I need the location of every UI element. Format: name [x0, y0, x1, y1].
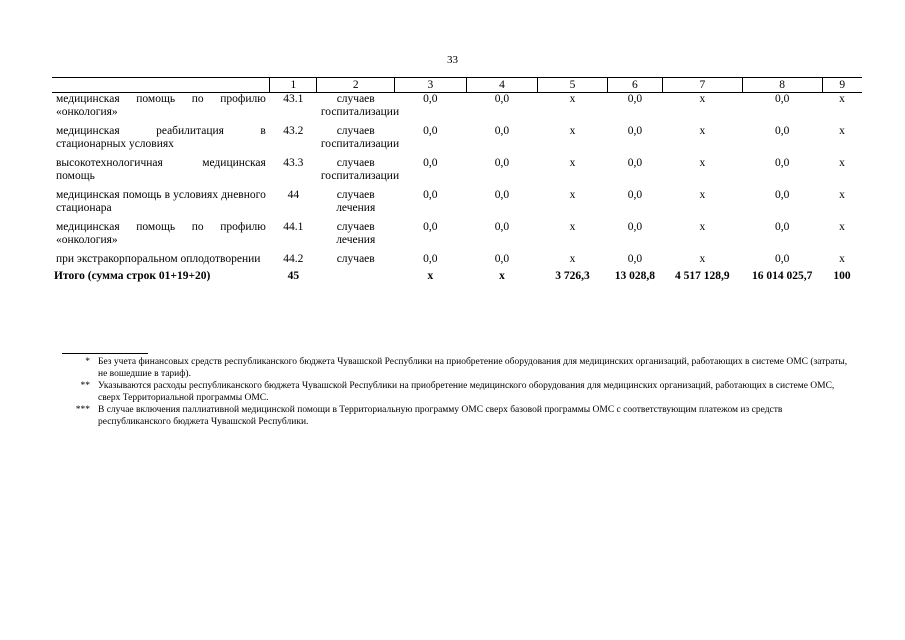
total-col4: х	[499, 270, 505, 282]
total-code: 45	[287, 270, 300, 282]
footnote	[52, 404, 852, 428]
row-unit: случаев лечения	[336, 221, 376, 246]
row-unit: случаев	[336, 253, 375, 265]
header-cell: 3	[395, 78, 467, 93]
total-label: Итого (сумма строк 01+19+20)	[54, 270, 211, 282]
cell-col7: х	[699, 125, 706, 137]
total-row	[52, 266, 862, 283]
cell-col4: 0,0	[494, 93, 510, 105]
cell-col7: х	[699, 189, 706, 201]
total-col3: х	[427, 270, 434, 282]
cell-col9: х	[839, 221, 845, 233]
page-number: 33	[447, 54, 458, 66]
header-cell: 9	[822, 78, 862, 93]
cell-col8: 0,0	[774, 253, 790, 265]
cell-col8: 0,0	[774, 189, 790, 201]
header-cell: 7	[662, 78, 742, 93]
cell-col9: х	[839, 253, 845, 265]
footnote-mark: ***	[75, 405, 90, 415]
cell-col7: х	[699, 93, 706, 105]
table-row	[52, 247, 862, 266]
row-code: 44	[287, 189, 300, 201]
cell-col6: 0,0	[627, 221, 643, 233]
table-row	[52, 119, 862, 151]
cell-col6: 0,0	[627, 157, 643, 169]
footnote-divider	[62, 353, 148, 354]
cell-col7: х	[699, 221, 706, 233]
cell-col3: 0,0	[423, 125, 438, 137]
header-cell: 6	[607, 78, 662, 93]
header-cell: 5	[538, 78, 608, 93]
cell-col3: 0,0	[423, 93, 438, 105]
cell-col5: х	[569, 93, 576, 105]
cell-col3: 0,0	[423, 157, 438, 169]
cell-col7: х	[699, 253, 706, 265]
total-col6: 13 028,8	[614, 270, 655, 282]
table-row	[52, 151, 862, 183]
row-code: 44.1	[283, 221, 304, 233]
row-code: 43.2	[283, 125, 304, 137]
header-row	[52, 78, 862, 93]
data-table	[52, 77, 862, 283]
footnote-text: Указываются расходы республиканского бюджета Чувашской Республики на приобретение медицинского оборудования для медицинских организаций, работающих в системе ОМС, сверх Территориальной программы ОМС.	[98, 381, 835, 403]
footnotes	[52, 356, 852, 428]
footnote-text: Без учета финансовых средств республиканского бюджета Чувашской Республики на приобретение оборудования для медицинских организаций, работающих в системе ОМС (затраты, не вошедшие в тариф).	[98, 357, 848, 379]
cell-col9: х	[839, 189, 845, 201]
row-label: медицинская помощь в условиях дневного стационара	[56, 189, 266, 214]
row-label: медицинская реабилитация в стационарных условиях	[56, 125, 266, 150]
row-unit: случаев лечения	[336, 189, 376, 214]
footnote-text: В случае включения паллиативной медицинской помощи в Территориальную программу ОМС сверх базовой программы ОМС с соответствующим платежом из средств республиканского бюджета Чувашской Республики.	[98, 405, 783, 427]
cell-col5: х	[569, 125, 576, 137]
header-cell: 8	[742, 78, 822, 93]
row-unit: случаев госпитализации	[320, 93, 400, 118]
cell-col6: 0,0	[627, 93, 643, 105]
row-unit: случаев госпитализации	[320, 157, 400, 182]
table-row	[52, 215, 862, 247]
cell-col3: 0,0	[423, 253, 438, 265]
cell-col4: 0,0	[494, 253, 510, 265]
header-cell: 1	[270, 78, 317, 93]
cell-col5: х	[569, 189, 576, 201]
footnote	[52, 356, 852, 380]
cell-col8: 0,0	[774, 93, 790, 105]
cell-col9: х	[839, 157, 845, 169]
cell-col5: х	[569, 157, 576, 169]
total-col7: 4 517 128,9	[675, 270, 730, 282]
cell-col4: 0,0	[494, 157, 510, 169]
total-unit	[317, 266, 395, 283]
cell-col3: 0,0	[423, 221, 438, 233]
table-row	[52, 183, 862, 215]
header-cell: 4	[466, 78, 538, 93]
cell-col9: х	[839, 93, 845, 105]
cell-col6: 0,0	[627, 189, 643, 201]
table-row	[52, 93, 862, 120]
cell-col7: х	[699, 157, 706, 169]
cell-col6: 0,0	[627, 125, 643, 137]
cell-col3: 0,0	[423, 189, 438, 201]
cell-col4: 0,0	[494, 221, 510, 233]
total-col8: 16 014 025,7	[751, 270, 813, 282]
header-cell	[52, 78, 270, 93]
row-unit: случаев госпитализации	[320, 125, 400, 150]
header-cell: 2	[317, 78, 395, 93]
cell-col8: 0,0	[774, 125, 790, 137]
cell-col6: 0,0	[627, 253, 643, 265]
total-col5: 3 726,3	[555, 270, 590, 282]
cell-col4: 0,0	[494, 125, 510, 137]
row-label: медицинская помощь по профилю «онкология»	[56, 221, 266, 246]
row-code: 44.2	[283, 253, 304, 265]
row-label: при экстракорпоральном оплодотворении	[56, 253, 261, 265]
cell-col5: х	[569, 221, 576, 233]
cell-col9: х	[839, 125, 845, 137]
row-label: высокотехнологичная медицинская помощь	[56, 157, 266, 182]
footnote-mark: **	[80, 381, 90, 391]
row-code: 43.1	[283, 93, 304, 105]
cell-col8: 0,0	[774, 157, 790, 169]
footnote-mark: *	[85, 357, 90, 367]
row-label: медицинская помощь по профилю «онкология»	[56, 93, 266, 118]
cell-col5: х	[569, 253, 576, 265]
cell-col4: 0,0	[494, 189, 510, 201]
total-col9: 100	[833, 270, 851, 282]
cell-col8: 0,0	[774, 221, 790, 233]
row-code: 43.3	[283, 157, 304, 169]
footnote	[52, 380, 852, 404]
